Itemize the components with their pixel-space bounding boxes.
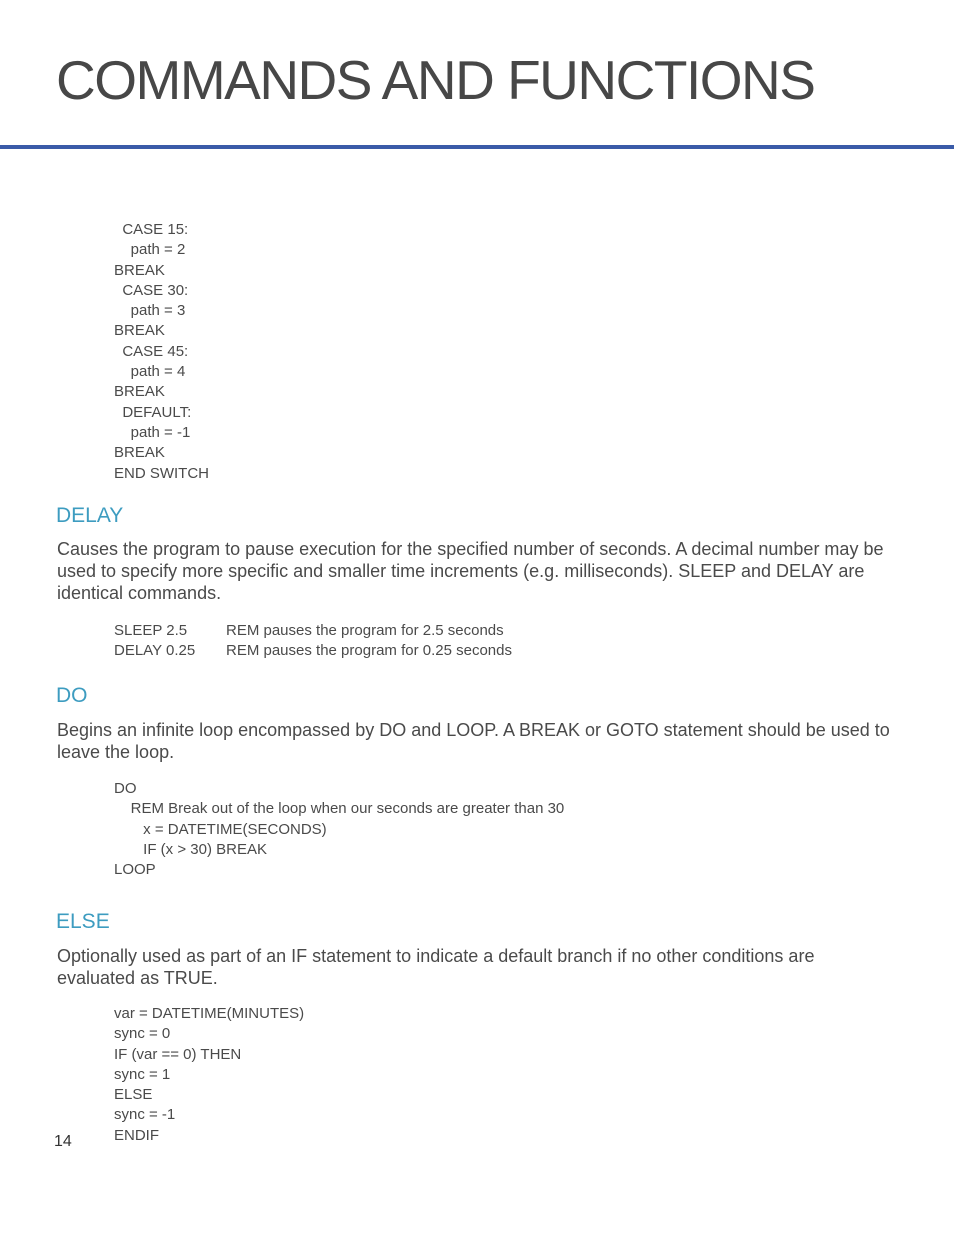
code-line: sync = -1 — [114, 1106, 176, 1124]
code-line: path = -1 — [114, 423, 191, 441]
switch-code-block — [114, 220, 209, 484]
page-number: 14 — [54, 1133, 72, 1150]
page-title: COMMANDS AND FUNCTIONS — [56, 49, 815, 111]
code-line: sync = 1 — [114, 1065, 171, 1083]
code-line: IF (x > 30) BREAK — [114, 840, 267, 858]
code-line: DO — [114, 780, 137, 797]
do-heading: DO — [56, 684, 88, 707]
example-comment: REM pauses the program for 2.5 seconds — [226, 622, 504, 639]
code-line: BREAK — [114, 261, 165, 279]
do-code-block — [114, 779, 564, 880]
delay-description: Causes the program to pause execution for the specified number of seconds. A decimal number may be used to specify more specific and smaller time increments (e.g. milliseconds). SLEEP and DELAY are identical commands. — [57, 539, 884, 603]
code-line: x = DATETIME(SECONDS) — [114, 820, 327, 838]
example-code: DELAY 0.25 — [114, 642, 196, 660]
code-line: CASE 30: — [114, 281, 189, 299]
code-line: sync = 0 — [114, 1025, 171, 1043]
code-line: path = 3 — [114, 302, 186, 320]
else-code-block — [114, 1004, 304, 1146]
example-code: SLEEP 2.5 — [114, 622, 188, 639]
code-line: BREAK — [114, 322, 165, 340]
code-line: DEFAULT: — [114, 403, 192, 421]
do-description: Begins an infinite loop encompassed by DO and LOOP. A BREAK or GOTO statement should be used to leave the loop. — [57, 720, 890, 762]
code-line: IF (var == 0) THEN — [114, 1045, 242, 1063]
code-line: LOOP — [114, 861, 156, 879]
code-line: CASE 15: — [114, 221, 189, 238]
code-line: ELSE — [114, 1086, 153, 1104]
delay-examples — [114, 621, 512, 662]
code-line: path = 2 — [114, 241, 186, 259]
title-divider — [0, 145, 954, 149]
example-comment: REM pauses the program for 0.25 seconds — [226, 642, 512, 660]
code-line: BREAK — [114, 383, 165, 401]
code-line: ENDIF — [114, 1126, 159, 1144]
else-heading: ELSE — [56, 910, 110, 933]
example-row — [114, 641, 512, 661]
code-line: var = DATETIME(MINUTES) — [114, 1005, 305, 1022]
code-line: CASE 45: — [114, 342, 189, 360]
delay-heading: DELAY — [56, 504, 124, 527]
code-line: path = 4 — [114, 363, 186, 381]
code-line: REM Break out of the loop when our seconds are greater than 30 — [114, 800, 565, 818]
code-line: END SWITCH — [114, 464, 209, 482]
example-row — [114, 621, 512, 641]
else-description: Optionally used as part of an IF statement to indicate a default branch if no other conditions are evaluated as TRUE. — [57, 946, 815, 988]
code-line: BREAK — [114, 444, 165, 462]
